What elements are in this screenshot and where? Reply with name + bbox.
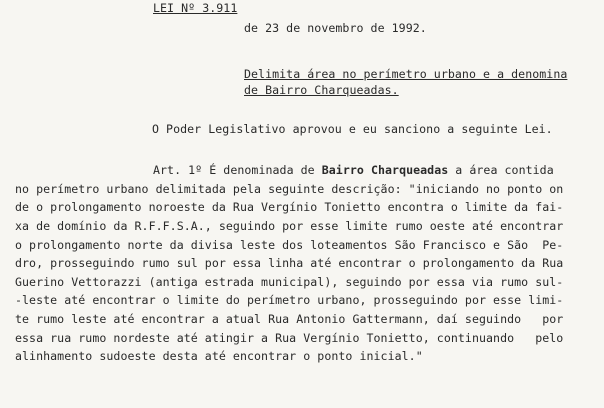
article-line: essa rua rumo nordeste até atingir a Rua Vergínio Tonietto, continuando pelo <box>15 331 564 345</box>
law-date: de 23 de novembro de 1992. <box>244 21 427 35</box>
law-title: LEI Nº 3.911 <box>153 1 238 15</box>
article-line: o prolongamento norte da divisa leste dos loteamentos São Francisco e São Pe- <box>15 238 564 252</box>
article-line: Guerino Vettorazzi (antiga estrada municipal), seguindo por essa via rumo sul- <box>15 275 564 289</box>
article-line: te rumo leste até encontrar a atual Rua Antonio Gattermann, daí seguindo por <box>15 312 564 326</box>
article-label: Art. 1º <box>153 163 203 177</box>
law-summary-line-2: de Bairro Charqueadas. <box>244 83 399 97</box>
article-text-post: a área contida <box>448 163 554 177</box>
law-summary-line-1: Delimita área no perímetro urbano e a denomina <box>244 67 568 81</box>
enactment-clause: O Poder Legislativo aprovou e eu sanciono a seguinte Lei. <box>152 122 553 136</box>
article-line: dro, prosseguindo rumo sul por essa linha até encontrar o prolongamento da Rua <box>15 256 564 270</box>
article-line: xa de domínio da R.F.F.S.A., seguindo por esse limite rumo oeste até encontrar <box>15 219 564 233</box>
article-1-first-line <box>153 163 554 177</box>
article-line: alinhamento sudoeste desta até encontrar o ponto inicial." <box>15 349 423 363</box>
bairro-name: Bairro Charqueadas <box>321 163 449 177</box>
article-line: de o prolongamento noroeste da Rua Vergínio Tonietto encontra o limite da fai- <box>15 200 564 214</box>
article-line: -leste até encontrar o limite do perímetro urbano, prosseguindo por esse limi- <box>15 293 564 307</box>
article-line: no perímetro urbano delimitada pela seguinte descrição: "iniciando no ponto on <box>15 182 564 196</box>
article-text-pre: É denominada de <box>202 163 322 177</box>
